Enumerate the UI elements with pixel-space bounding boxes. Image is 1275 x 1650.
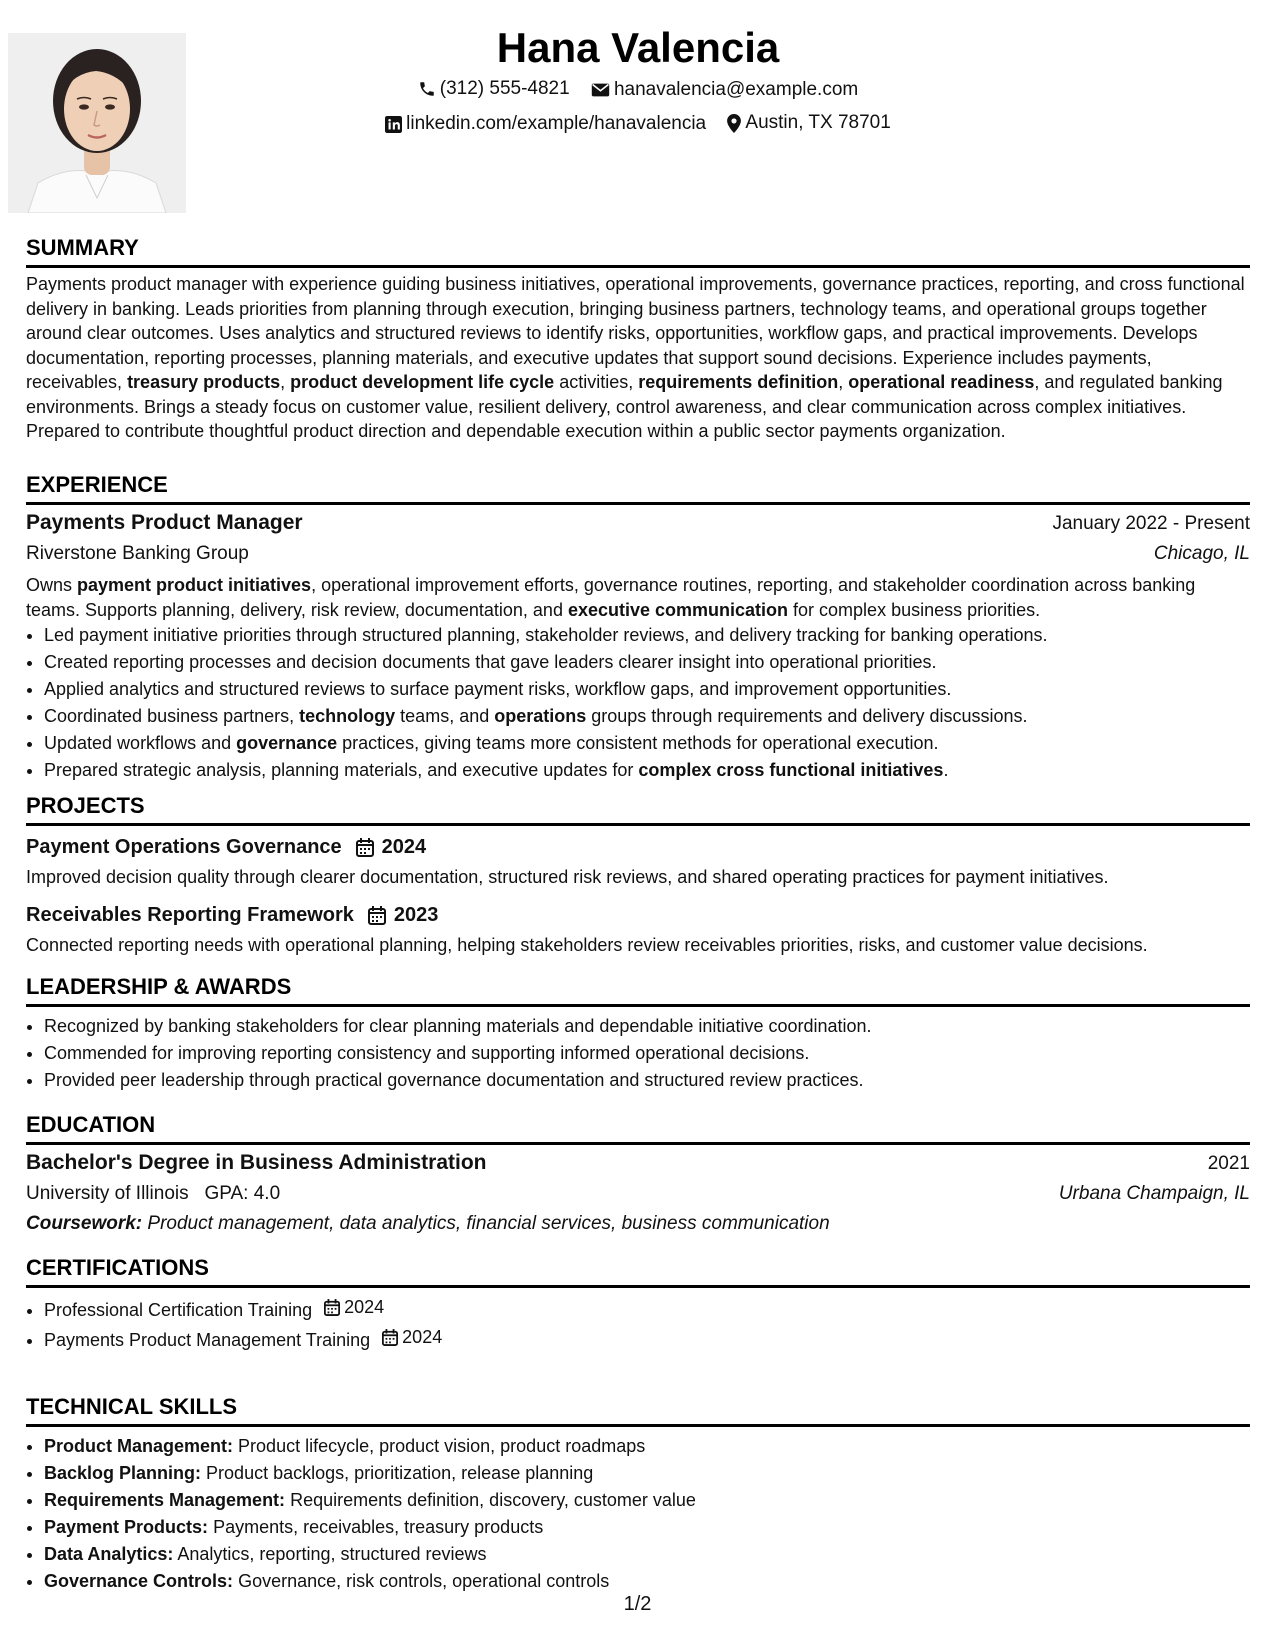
graduation-year: 2021 bbox=[1207, 1153, 1250, 1174]
email-text: hanavalencia@example.com bbox=[613, 79, 859, 100]
section-title-leadership: LEADERSHIP & AWARDS bbox=[26, 973, 1250, 1007]
experience-bullets bbox=[26, 622, 1250, 784]
certifications-section bbox=[26, 1254, 1250, 1354]
list-item: • Payment Products: Payments, receivables, treasury products bbox=[44, 1514, 1250, 1541]
leadership-list bbox=[26, 1013, 1250, 1094]
list-item: • Coordinated business partners, technology teams, and operations groups through requirements and delivery discussions. bbox=[44, 703, 1250, 730]
contact-line-1 bbox=[26, 74, 1250, 108]
list-item: • Commended for improving reporting consistency and supporting informed operational decisions. bbox=[44, 1040, 1250, 1067]
job-location: Chicago, IL bbox=[1153, 543, 1250, 564]
section-title-experience: EXPERIENCE bbox=[26, 471, 1250, 505]
section-title-certifications: CERTIFICATIONS bbox=[26, 1254, 1250, 1288]
skills-list bbox=[26, 1433, 1250, 1595]
project-title-row bbox=[26, 832, 1250, 862]
certifications-list bbox=[26, 1294, 1250, 1354]
degree-title: Bachelor's Degree in Business Administration bbox=[26, 1151, 487, 1174]
school-name: University of Illinois bbox=[26, 1183, 189, 1204]
list-item: • Updated workflows and governance practices, giving teams more consistent methods for operational execution. bbox=[44, 730, 1250, 757]
resume-header bbox=[26, 22, 1250, 143]
section-title-skills: TECHNICAL SKILLS bbox=[26, 1393, 1250, 1427]
project-year: 2023 bbox=[393, 904, 439, 926]
gpa: GPA: 4.0 bbox=[204, 1183, 281, 1204]
summary-text: Payments product manager with experience guiding business initiatives, operational improvements, governance practices, reporting, and cross functional delivery in banking. Leads priorities from planning through execution, bringing business partners, technology teams, and operational groups together around clear outcomes. Uses analytics and structured reviews to identify risks, opportunities, workflow gaps, and practical improvements. Develops documentation, reporting processes, planning materials, and executive updates that support sound decisions. Experience includes payments, receivables, treasury products, product development life cycle activities, requirements definition, operational readiness, and regulated banking environments. Brings a steady focus on customer value, resilient delivery, control awareness, and clear communication across complex initiatives. Prepared to contribute thoughtful product direction and dependable execution within a public sector payments organization. bbox=[26, 274, 1245, 441]
list-item: • Recognized by banking stakeholders for clear planning materials and dependable initiative coordination. bbox=[44, 1013, 1250, 1040]
job-dates: January 2022 - Present bbox=[1052, 513, 1250, 534]
linkedin-text: linkedin.com/example/hanavalencia bbox=[406, 113, 707, 134]
phone-contact[interactable] bbox=[418, 74, 570, 104]
location-contact bbox=[727, 108, 890, 138]
coursework: Coursework: Product management, data analytics, financial services, business communication bbox=[26, 1213, 830, 1234]
section-title-education: EDUCATION bbox=[26, 1111, 1250, 1145]
skills-section bbox=[26, 1393, 1250, 1595]
list-item: • Requirements Management: Requirements definition, discovery, customer value bbox=[44, 1487, 1250, 1514]
project-description: Connected reporting needs with operational planning, helping stakeholders review receivables priorities, risks, and customer value decisions. bbox=[26, 935, 1148, 955]
project-year: 2024 bbox=[381, 836, 427, 858]
location-text: Austin, TX 78701 bbox=[745, 112, 891, 133]
list-item: • Backlog Planning: Product backlogs, prioritization, release planning bbox=[44, 1460, 1250, 1487]
education-section bbox=[26, 1111, 1250, 1239]
candidate-name: Hana Valencia bbox=[496, 24, 780, 71]
project-title-row bbox=[26, 900, 1250, 930]
envelope-icon bbox=[591, 82, 610, 98]
list-item: • Led payment initiative priorities through structured planning, stakeholder reviews, and delivery tracking for banking operations. bbox=[44, 622, 1250, 649]
school-location: Urbana Champaign, IL bbox=[1058, 1183, 1250, 1204]
list-item: • Professional Certification Training 2024 bbox=[44, 1294, 1250, 1324]
phone-icon bbox=[418, 80, 436, 98]
job-intro: Owns payment product initiatives, operational improvement efforts, governance routines, reporting, and stakeholder coordination across banking teams. Supports planning, delivery, risk review, documentation, and executive communication for complex business priorities. bbox=[26, 575, 1196, 620]
list-item: • Product Management: Product lifecycle, product vision, product roadmaps bbox=[44, 1433, 1250, 1460]
project-description: Improved decision quality through clearer documentation, structured risk reviews, and shared operating practices for payment initiatives. bbox=[26, 867, 1109, 887]
calendar-icon bbox=[382, 1329, 398, 1346]
project-title: Payment Operations Governance bbox=[26, 836, 342, 858]
summary-section bbox=[26, 234, 1250, 444]
section-title-summary: SUMMARY bbox=[26, 234, 1250, 268]
projects-section bbox=[26, 792, 1250, 958]
linkedin-contact[interactable] bbox=[385, 109, 706, 139]
company-name: Riverstone Banking Group bbox=[26, 543, 249, 564]
list-item: • Payments Product Management Training 2024 bbox=[44, 1324, 1250, 1354]
page-number: 1/2 bbox=[623, 1593, 652, 1615]
phone-text: (312) 555-4821 bbox=[439, 78, 570, 99]
calendar-icon bbox=[324, 1299, 340, 1316]
calendar-icon bbox=[368, 906, 386, 925]
list-item: • Provided peer leadership through practical governance documentation and structured review practices. bbox=[44, 1067, 1250, 1094]
leadership-section bbox=[26, 973, 1250, 1094]
email-contact[interactable] bbox=[591, 75, 858, 105]
list-item: • Data Analytics: Analytics, reporting, structured reviews bbox=[44, 1541, 1250, 1568]
list-item: • Governance Controls: Governance, risk controls, operational controls bbox=[44, 1568, 1250, 1595]
project-title: Receivables Reporting Framework bbox=[26, 904, 354, 926]
calendar-icon bbox=[356, 838, 374, 857]
map-pin-icon bbox=[727, 114, 741, 133]
list-item: • Created reporting processes and decision documents that gave leaders clearer insight into operational priorities. bbox=[44, 649, 1250, 676]
experience-section bbox=[26, 471, 1250, 784]
linkedin-icon bbox=[385, 116, 402, 133]
section-title-projects: PROJECTS bbox=[26, 792, 1250, 826]
job-title: Payments Product Manager bbox=[26, 511, 303, 534]
contact-line-2 bbox=[26, 108, 1250, 143]
list-item: • Applied analytics and structured reviews to surface payment risks, workflow gaps, and improvement opportunities. bbox=[44, 676, 1250, 703]
school-line bbox=[26, 1179, 280, 1209]
list-item: • Prepared strategic analysis, planning materials, and executive updates for complex cross functional initiatives. bbox=[44, 757, 1250, 784]
